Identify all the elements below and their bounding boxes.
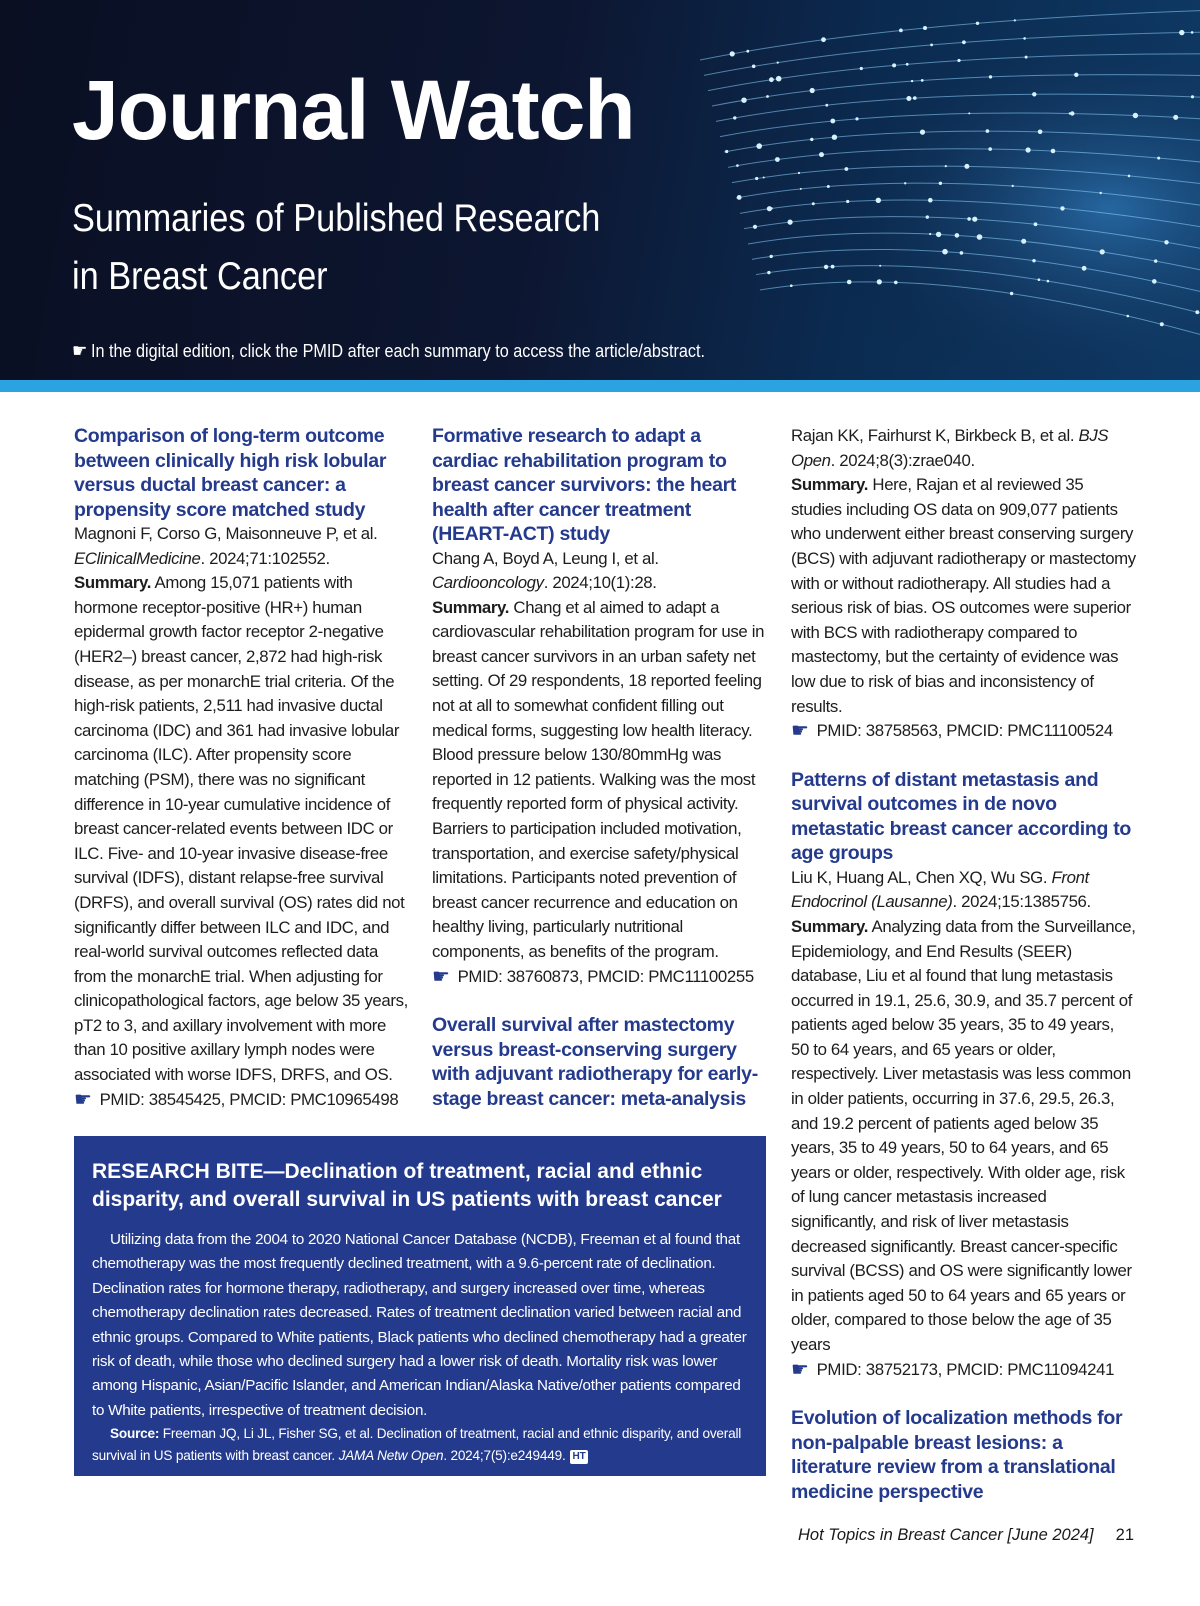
network-node bbox=[1060, 206, 1064, 210]
source-label: Source: bbox=[110, 1426, 160, 1442]
pmid-link[interactable] bbox=[432, 965, 770, 990]
network-node bbox=[1128, 175, 1131, 178]
network-node bbox=[899, 29, 903, 33]
citation-journal: Front Endocrinol (Lausanne) bbox=[791, 867, 1089, 912]
summary-label: Summary. bbox=[74, 573, 152, 593]
footer-journal-name: Hot Topics in Breast Cancer [June 2024] bbox=[798, 1526, 1094, 1544]
network-node bbox=[847, 280, 852, 285]
network-node bbox=[1133, 113, 1138, 118]
source-text: Freeman JQ, Li JL, Fisher SG, et al. Declination of treatment, racial and ethnic disparity, and overall survival in US patients with breast cancer. bbox=[92, 1426, 742, 1464]
network-node bbox=[812, 202, 815, 205]
network-node bbox=[926, 215, 929, 218]
notice-text: In the digital edition, click the PMID after each summary to access the article/abstract. bbox=[90, 341, 706, 361]
network-node bbox=[824, 265, 828, 269]
network-node bbox=[911, 80, 913, 82]
column-1 bbox=[74, 424, 414, 1136]
network-node bbox=[752, 65, 756, 69]
network-node bbox=[879, 265, 881, 267]
pmid-text[interactable]: PMID: 38545425, PMCID: PMC10965498 bbox=[99, 1089, 399, 1109]
network-node bbox=[989, 75, 992, 78]
network-node bbox=[1038, 130, 1043, 135]
research-bite-box bbox=[74, 1136, 766, 1476]
pointing-hand-icon: ☛ bbox=[72, 341, 88, 362]
pointing-hand-icon: ☛ bbox=[74, 1088, 92, 1111]
citation-ref: . 2024;15:1385756. bbox=[952, 892, 1091, 912]
network-node bbox=[936, 232, 941, 237]
network-node bbox=[1038, 278, 1041, 281]
network-node bbox=[776, 76, 782, 82]
network-node bbox=[756, 143, 762, 149]
network-node bbox=[790, 284, 793, 287]
network-node bbox=[860, 67, 863, 70]
network-node bbox=[894, 281, 898, 285]
network-node bbox=[763, 177, 765, 179]
page-subtitle: Summaries of Published Research in Breast Cancer bbox=[72, 197, 601, 298]
citation-ref: . 2024;10(1):28. bbox=[543, 573, 657, 593]
network-node bbox=[972, 217, 977, 222]
pmid-link[interactable] bbox=[791, 719, 1136, 744]
network-node bbox=[906, 63, 909, 66]
research-bite-body: Utilizing data from the 2004 to 2020 National Cancer Database (NCDB), Freeman et al found that chemotherapy was the most frequently declined treatment, with a 9.6-percent rate of declination. Declination rates for hormone therapy, radiotherapy, and surgery increased over time, whereas chemotherapy declination rates decreased. Rates of treatment declination varied between racial and ethnic groups. Compared to White patients, Black patients who declined chemotherapy had a greater risk of death, while those who declined surgery had a lower risk of death. Mortality risk was lower among Hispanic, Asian/Pacific Islander, and American Indian/Alaska Native/other patients compared to White patients, irrespective of treatment decision. bbox=[92, 1231, 747, 1419]
network-node bbox=[921, 79, 924, 82]
network-node bbox=[1032, 259, 1035, 262]
article-title: Evolution of localization methods for non-palpable breast lesions: a literature review from a translational medicine perspective bbox=[791, 1407, 1123, 1503]
network-node bbox=[968, 112, 970, 114]
citation-authors: Chang A, Boyd A, Leung I, et al. bbox=[432, 548, 659, 568]
article-summary bbox=[74, 571, 414, 1087]
network-node bbox=[830, 119, 835, 124]
article-title: Comparison of long-term outcome between clinically high risk lobular versus ductal breast cancer: a propensity score matched study bbox=[74, 425, 387, 521]
network-node bbox=[1127, 315, 1130, 318]
network-node bbox=[827, 185, 830, 188]
article-citation bbox=[791, 424, 1136, 473]
network-node bbox=[1012, 185, 1014, 187]
network-node bbox=[1173, 115, 1178, 120]
network-node bbox=[810, 138, 813, 141]
network-node bbox=[1164, 240, 1168, 244]
digital-edition-notice bbox=[72, 340, 705, 363]
network-node bbox=[832, 135, 837, 140]
network-node bbox=[736, 164, 739, 167]
network-node bbox=[1034, 222, 1038, 226]
summary-text: Analyzing data from the Surveillance, Epidemiology, and End Results (SEER) database, Liu et al found that lung metastasis occurred in 19.1, 25.6, 30.9, and 35.7 percent of patients aged below 35 years, 35 to 49 years, 50 to 64 years, and 65 years or older, respectively. Liver metastasis was less common in older patients, occurring in 37.6, 29.5, 26.3, and 19.2 percent of patients aged below 35 years, 35 to 49 years, 50 to 64 years, and 65 years or older, respectively. With older age, risk of lung cancer metastasis increased significantly, and risk of liver metastasis decreased significantly. Breast cancer-specific survival (BCSS) and OS were significantly lower in patients aged 50 to 64 years and 65 years or older, compared to those below the age of 35 years bbox=[791, 916, 1136, 1354]
page-header bbox=[0, 0, 1200, 380]
page-footer bbox=[798, 1526, 1134, 1545]
network-node bbox=[737, 195, 742, 200]
citation-authors: Magnoni F, Corso G, Maisonneuve P, et al. bbox=[74, 524, 378, 543]
network-node bbox=[967, 217, 971, 221]
network-node bbox=[746, 50, 749, 53]
network-node bbox=[976, 22, 979, 25]
network-node bbox=[945, 165, 947, 167]
article-title: Formative research to adapt a cardiac rehabilitation program to breast cancer survivors: the heart health after cancer treatment (HEART-ACT) study bbox=[432, 425, 737, 545]
page-title: Journal Watch bbox=[72, 63, 635, 157]
network-node bbox=[775, 157, 780, 162]
network-node bbox=[942, 249, 948, 255]
network-node bbox=[876, 198, 881, 203]
network-node bbox=[877, 279, 882, 284]
network-node bbox=[730, 51, 735, 56]
column-3 bbox=[791, 424, 1136, 1528]
citation-authors: Liu K, Huang AL, Chen XQ, Wu SG. bbox=[791, 867, 1052, 887]
article-summary bbox=[432, 596, 770, 965]
network-node bbox=[923, 26, 927, 30]
network-node bbox=[957, 59, 960, 62]
citation-ref: . 2024;71:102552. bbox=[200, 548, 330, 568]
source-ref: . 2024;7(5):e249449. bbox=[443, 1448, 566, 1464]
network-node bbox=[1160, 322, 1164, 326]
network-node bbox=[1179, 30, 1184, 35]
summary-label: Summary. bbox=[791, 475, 869, 495]
network-node bbox=[955, 233, 960, 238]
header-divider-bar bbox=[0, 380, 1200, 392]
network-node bbox=[798, 172, 800, 174]
network-node bbox=[1191, 31, 1194, 34]
network-node bbox=[920, 130, 925, 135]
citation-journal: BJS Open bbox=[791, 426, 1109, 470]
network-node bbox=[1021, 239, 1026, 244]
summary-text: Chang et al aimed to adapt a cardiovascular rehabilitation program for use in breast cancer survivors in an urban safety net setting. Of 29 respondents, 18 reported feeling not at all to somewhat confident filling out medical forms, suggesting low health literacy. Blood pressure below 130/80mmHg was reported in 12 patients. Walking was the most frequently reported form of physical activity. Barriers to participation included motivation, transportation, and exercise safety/physical limitations. Participants noted prevention of breast cancer recurrence and education on healthy living, particularly nutritional components, as benefits of the program. bbox=[432, 597, 765, 961]
network-node bbox=[846, 200, 849, 203]
network-node bbox=[821, 37, 826, 42]
pmid-link[interactable] bbox=[791, 1358, 1136, 1383]
pmid-text[interactable]: PMID: 38752173, PMCID: PMC11094241 bbox=[816, 1359, 1115, 1379]
network-node bbox=[1152, 279, 1157, 284]
network-node bbox=[1074, 73, 1078, 77]
article-summary bbox=[791, 473, 1136, 719]
network-node bbox=[964, 164, 969, 169]
network-node bbox=[1082, 266, 1087, 271]
pointing-hand-icon: ☛ bbox=[432, 965, 450, 988]
network-node bbox=[986, 129, 990, 133]
network-node bbox=[1023, 37, 1026, 40]
network-node bbox=[1025, 56, 1028, 59]
network-node bbox=[929, 233, 931, 235]
network-node bbox=[913, 96, 917, 100]
article-citation bbox=[74, 522, 414, 571]
source-journal: JAMA Netw Open bbox=[338, 1448, 444, 1464]
network-node bbox=[825, 104, 828, 107]
article-lobular-vs-ductal bbox=[74, 424, 414, 1112]
research-bite-title: RESEARCH BITE—Declination of treatment, racial and ethnic disparity, and overall survival in US patients with breast cancer bbox=[92, 1160, 722, 1211]
network-node bbox=[1191, 95, 1194, 98]
network-node bbox=[906, 96, 911, 101]
network-node bbox=[1047, 280, 1050, 283]
article-distant-metastasis bbox=[791, 768, 1136, 1382]
pmid-text[interactable]: PMID: 38760873, PMCID: PMC11100255 bbox=[457, 966, 754, 986]
network-node bbox=[892, 63, 896, 67]
summary-label: Summary. bbox=[791, 916, 869, 936]
network-node bbox=[725, 150, 728, 153]
network-node bbox=[1032, 92, 1036, 96]
network-node bbox=[755, 177, 758, 180]
network-node bbox=[904, 182, 906, 184]
network-node bbox=[1154, 259, 1157, 262]
pointing-hand-icon: ☛ bbox=[791, 1358, 809, 1381]
network-node bbox=[753, 225, 757, 229]
network-node bbox=[1010, 292, 1013, 295]
column-2 bbox=[432, 424, 770, 1135]
network-node bbox=[1157, 157, 1160, 160]
network-node bbox=[769, 77, 774, 82]
article-summary bbox=[791, 915, 1136, 1358]
network-node bbox=[1195, 310, 1199, 314]
summary-label: Summary. bbox=[432, 597, 510, 617]
network-node bbox=[939, 182, 942, 185]
network-node bbox=[1014, 19, 1016, 21]
ht-badge: HT bbox=[570, 1450, 589, 1464]
article-mastectomy-vs-bcs bbox=[432, 1013, 770, 1111]
summary-text: Here, Rajan et al reviewed 35 studies including OS data on 909,077 patients who underwent either breast conserving surgery (BCS) with adjuvant radiotherapy or mastectomy with or without radiotherapy. All studies had a serious risk of bias. OS outcomes were superior with BCS with radiotherapy compared to mastectomy, but the certainty of evidence was low due to risk of bias and inconsistency of results. bbox=[791, 475, 1136, 716]
network-node bbox=[741, 98, 746, 103]
network-node bbox=[800, 188, 802, 190]
network-node bbox=[930, 44, 933, 47]
network-node bbox=[831, 265, 835, 269]
pmid-link[interactable] bbox=[74, 1088, 414, 1113]
network-node bbox=[1026, 147, 1031, 152]
network-node bbox=[810, 88, 815, 93]
pointing-hand-icon: ☛ bbox=[791, 720, 809, 743]
citation-authors: Rajan KK, Fairhurst K, Birkbeck B, et al. bbox=[791, 426, 1079, 445]
article-heart-act bbox=[432, 424, 770, 989]
citation-journal: Cardiooncology bbox=[432, 573, 544, 593]
network-node bbox=[1100, 192, 1102, 194]
network-node bbox=[928, 198, 933, 203]
network-node bbox=[733, 116, 736, 119]
citation-journal: EClinicalMedicine bbox=[74, 548, 201, 568]
article-title: Overall survival after mastectomy versus breast-conserving surgery with adjuvant radiotherapy for early-stage breast cancer: meta-analysis bbox=[432, 1014, 758, 1110]
article-localization-methods bbox=[791, 1406, 1136, 1504]
pmid-text[interactable]: PMID: 38758563, PMCID: PMC11100524 bbox=[816, 721, 1113, 741]
article-citation bbox=[432, 547, 770, 596]
research-bite-source bbox=[92, 1423, 748, 1467]
article-citation bbox=[791, 866, 1136, 915]
network-node bbox=[777, 62, 779, 64]
network-node bbox=[1051, 149, 1056, 154]
network-node bbox=[771, 207, 773, 209]
article-mastectomy-vs-bcs-continued bbox=[791, 424, 1136, 744]
network-node bbox=[770, 255, 773, 258]
citation-ref: . 2024;8(3):zrae040. bbox=[830, 450, 975, 470]
network-node bbox=[1100, 249, 1105, 254]
network-node bbox=[845, 167, 849, 171]
network-node bbox=[767, 271, 770, 274]
network-node bbox=[788, 220, 793, 225]
network-node bbox=[1070, 111, 1074, 115]
network-node bbox=[766, 95, 769, 98]
summary-text: Among 15,071 patients with hormone receptor-positive (HR+) human epidermal growth factor receptor 2-negative (HER2–) breast cancer, 2,872 had high-risk disease, as per monarchE trial criteria. Of the high-risk patients, 2,511 had invasive ductal carcinoma (IDC) and 361 had invasive lobular carcinoma (ILC). After propensity score matching (PSM), there was no significant difference in 10-year cumulative incidence of breast cancer-related events between IDC or ILC. Five- and 10-year invasive disease-free survival (IDFS), distant relapse-free survival (DRFS), and overall survival (OS) rates did not significantly differ between ILC and IDC, and real-world survival outcomes reflected data from the monarchE trial. When adjusting for clinicopathological factors, age below 35 years, pT2 to 3, and axillary involvement with more than 10 positive axillary lymph nodes were associated with worse IDFS, DRFS, and OS. bbox=[74, 573, 408, 1085]
network-node bbox=[960, 251, 964, 255]
network-node bbox=[855, 117, 858, 120]
network-node bbox=[819, 152, 824, 157]
network-node bbox=[988, 147, 992, 151]
article-title: Patterns of distant metastasis and survival outcomes in de novo metastatic breast cancer according to age groups bbox=[791, 768, 1132, 865]
page-number: 21 bbox=[1115, 1526, 1134, 1544]
network-node bbox=[977, 234, 983, 240]
network-node bbox=[962, 40, 966, 44]
